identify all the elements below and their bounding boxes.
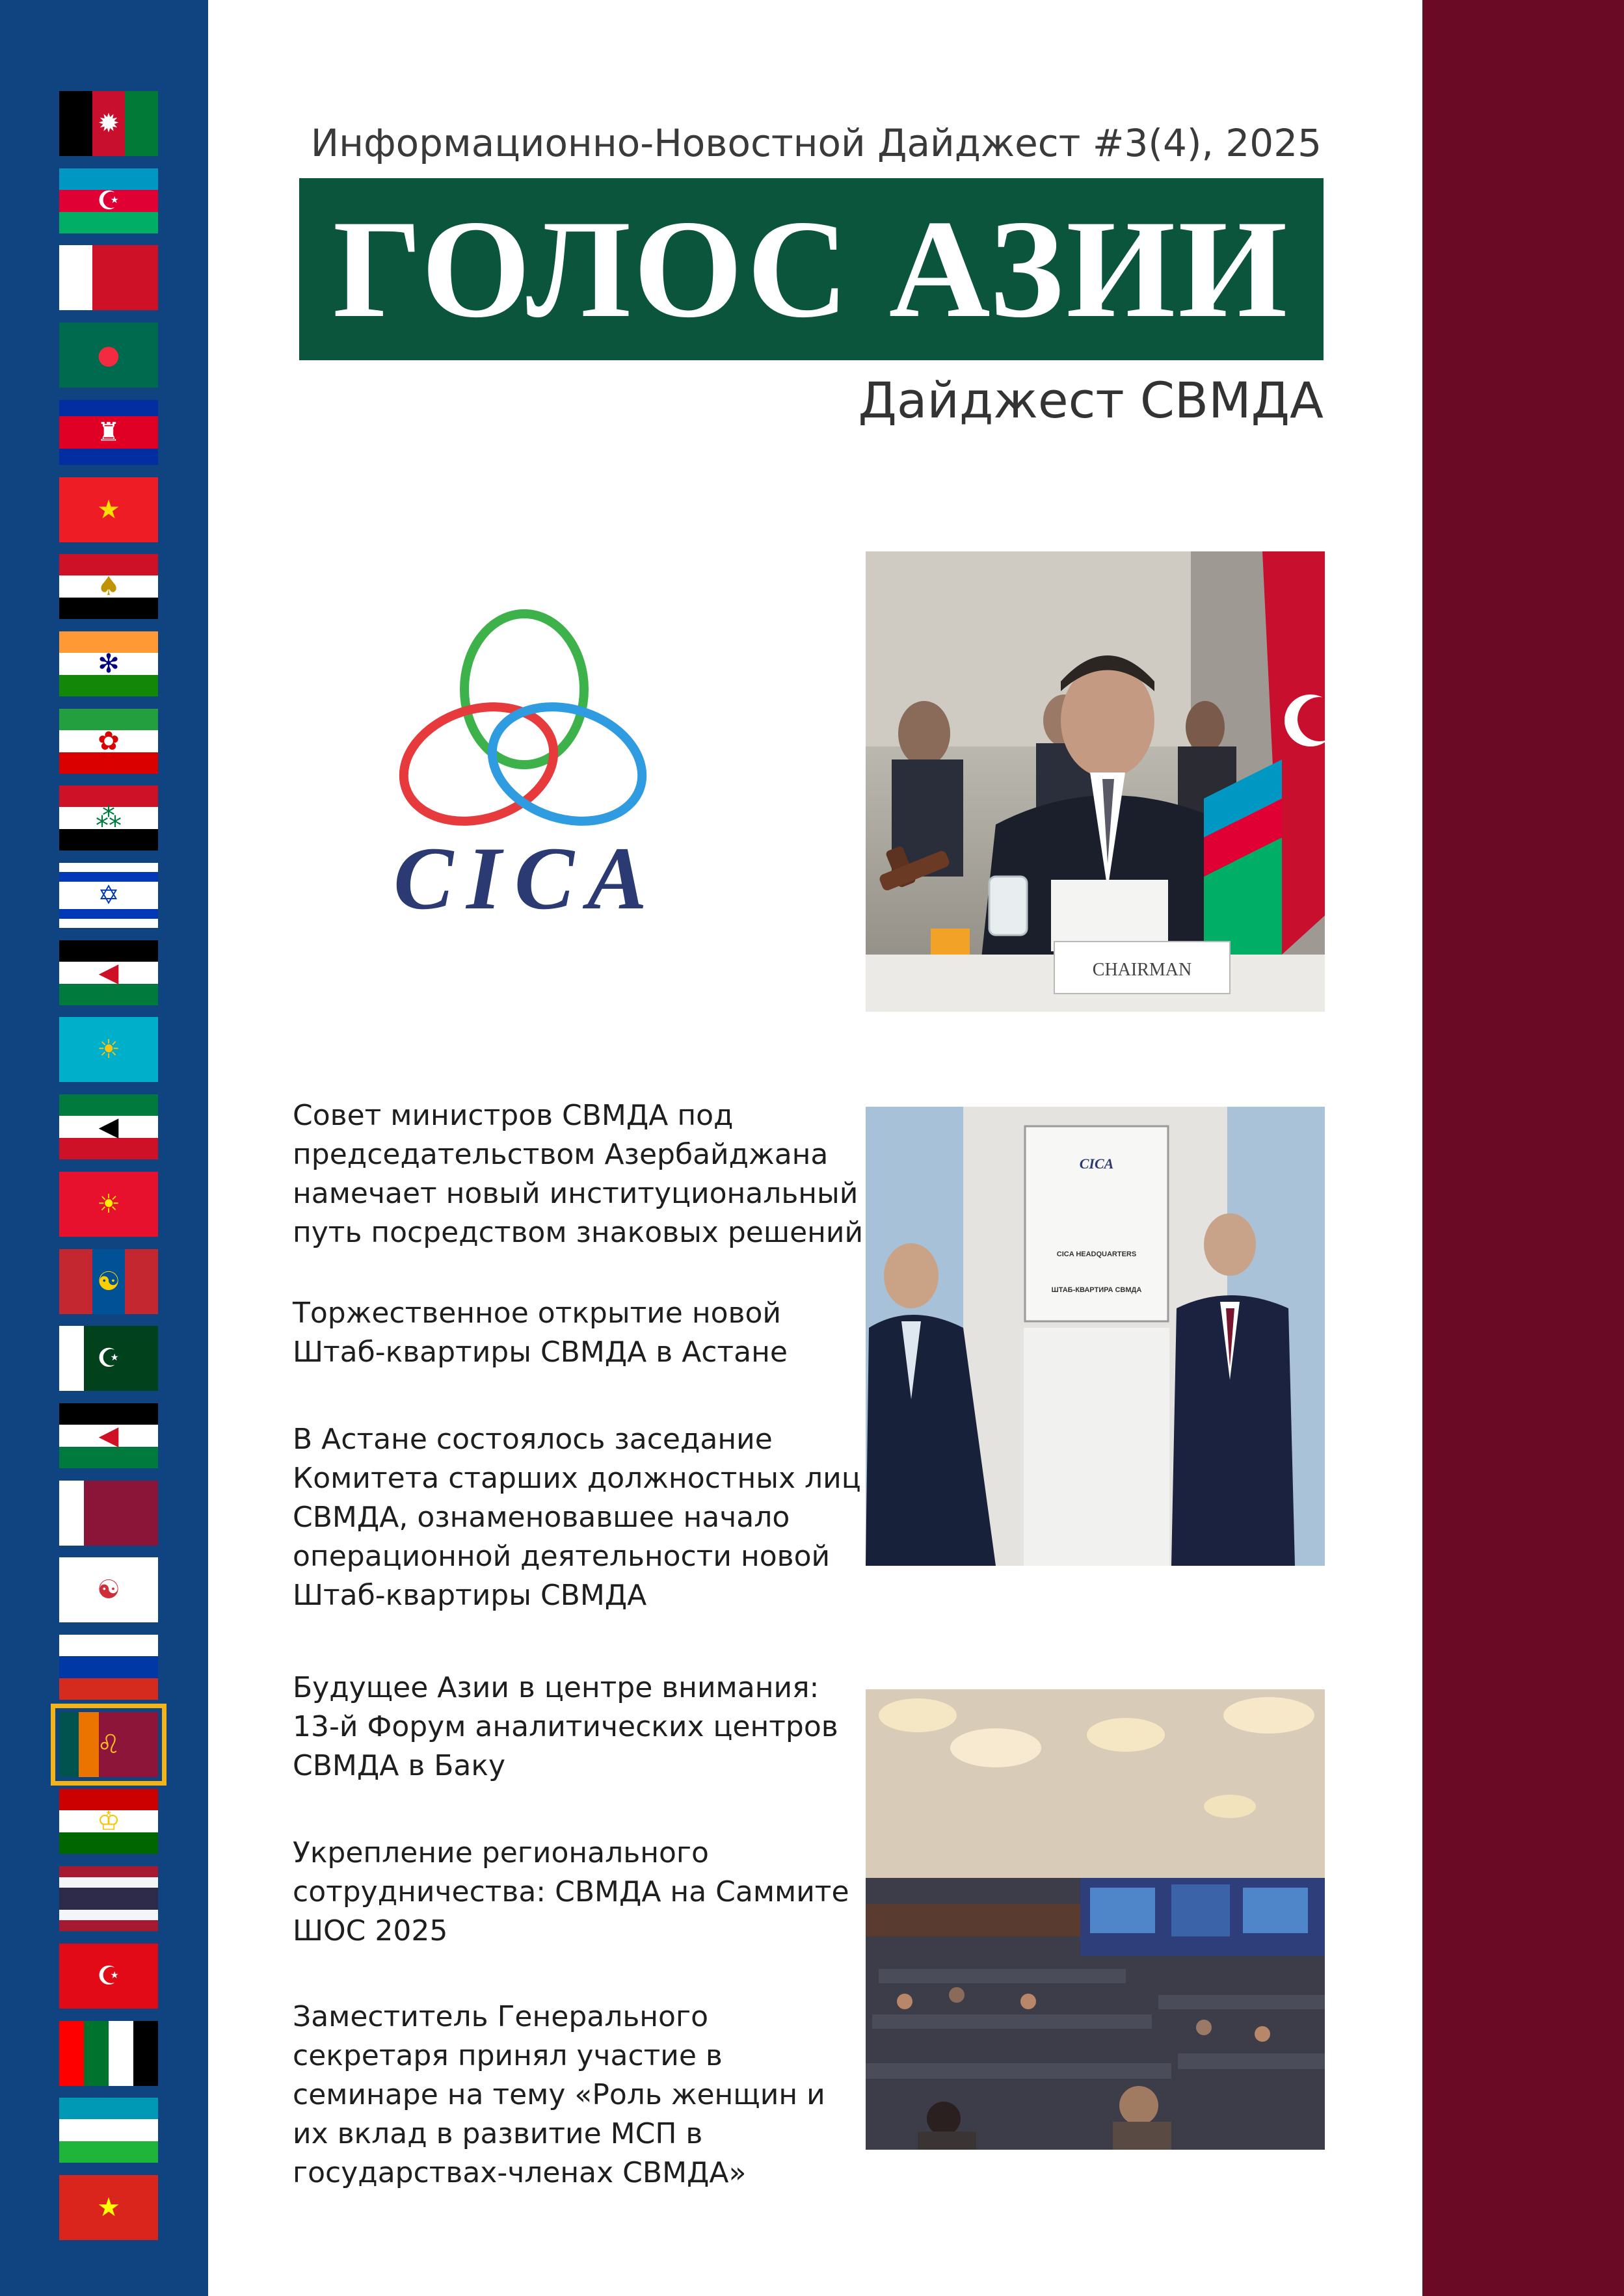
flag-bangladesh (59, 323, 158, 388)
flag-turkiye (59, 1944, 158, 2009)
headline-hq-opening: Торжественное открытие новой Штаб-квартиры СВМДА в Астане (293, 1297, 788, 1369)
member-flags-column (0, 0, 208, 2296)
israel-emblem-icon: ✡ (98, 880, 120, 910)
egypt-emblem-icon: ♠ (97, 572, 120, 601)
flag-kuwait (59, 1094, 158, 1159)
flag-bahrain (59, 245, 158, 310)
cica-logo (377, 605, 676, 930)
headline-sco-summit: Укрепление регионального сотрудничества: СВМДА на Саммите ШОС 2025 (293, 1836, 849, 1947)
turkiye-emblem-icon: ☪ (97, 1961, 120, 1991)
plaque-logo-text: CICA (1079, 1155, 1114, 1172)
issue-line: Информационно-Новостной Дайджест #3(4), 2025 (310, 121, 1322, 165)
forum-hall-photo (866, 1689, 1325, 2150)
flag-israel (59, 863, 158, 928)
flag-qatar (59, 1481, 158, 1546)
council-photo (866, 551, 1325, 1012)
magazine-subtitle: Дайджест СВМДА (858, 371, 1324, 429)
flag-azerbaijan (59, 168, 158, 233)
flag-sri-lanka (59, 1712, 158, 1777)
flag-kazakhstan (59, 1017, 158, 1082)
azerbaijan-emblem-icon: ☪ (97, 186, 120, 216)
flag-cambodia (59, 400, 158, 465)
flag-iraq (59, 785, 158, 851)
mongolia-emblem-icon: ☯ (97, 1267, 120, 1297)
flag-pakistan (59, 1326, 158, 1391)
uzbekistan-emblem-icon: ☾ (97, 2115, 120, 2145)
plaque-heading: CICA HEADQUARTERS (1056, 1250, 1137, 1258)
jordan-emblem-icon: ◀ (98, 958, 119, 988)
flag-russia (59, 1635, 158, 1700)
flag-uae (59, 2021, 158, 2086)
flag-korea (59, 1557, 158, 1622)
pakistan-emblem-icon: ☪ (97, 1343, 120, 1373)
flag-china (59, 477, 158, 542)
iraq-emblem-icon: ⁂ (96, 803, 122, 833)
china-emblem-icon: ★ (97, 495, 120, 525)
cica-rings-icon (377, 605, 676, 839)
vietnam-emblem-icon: ★ (97, 2193, 120, 2223)
bangladesh-emblem-icon: ● (97, 340, 120, 370)
flag-uzbekistan (59, 2098, 158, 2163)
headquarters-photo (866, 1107, 1325, 1566)
title-banner (299, 178, 1324, 360)
flag-iran (59, 709, 158, 774)
plaque-heading-ru: ШТАБ-КВАРТИРА СВМДА (1051, 1286, 1142, 1294)
headline-council: Совет министров СВМДА под председательством Азербайджана намечает новый институциональный путь посредством знаковых решений (293, 1099, 864, 1249)
magazine-title: ГОЛОС АЗИИ (332, 191, 1290, 347)
flag-thailand (59, 1866, 158, 1931)
flag-jordan (59, 940, 158, 1005)
tajikistan-emblem-icon: ♔ (97, 1806, 120, 1836)
kyrgyzstan-emblem-icon: ☀ (97, 1189, 120, 1219)
korea-emblem-icon: ☯ (97, 1575, 120, 1605)
chairman-label: CHAIRMAN (1092, 960, 1192, 980)
flag-egypt (59, 554, 158, 619)
cambodia-emblem-icon: ♜ (97, 417, 120, 447)
sri-lanka-emblem-icon: ♌ (97, 1730, 120, 1760)
right-color-band (1422, 0, 1624, 2296)
palestine-emblem-icon: ◀ (98, 1421, 119, 1451)
flag-vietnam (59, 2175, 158, 2240)
cica-wordmark: CICA (393, 828, 660, 928)
flag-palestine (59, 1403, 158, 1468)
flag-afghanistan (59, 91, 158, 156)
headline-women-seminar: Заместитель Генерального секретаря принял участие в семинаре на тему «Роль женщин и их вклад в развитие МСП в государствах-членах СВМДА» (293, 2000, 825, 2189)
afghanistan-emblem-icon: ✹ (98, 109, 120, 139)
kuwait-emblem-icon: ◀ (98, 1112, 119, 1142)
headline-senior-officials: В Астане состоялось заседание Комитета старших должностных лиц СВМДА, ознаменовавшее начало операционной деятельности новой Штаб-квартиры СВМДА (293, 1423, 861, 1612)
flag-kyrgyzstan (59, 1172, 158, 1237)
iran-emblem-icon: ✿ (98, 726, 120, 756)
flag-india (59, 631, 158, 696)
headline-think-tank-forum: Будущее Азии в центре внимания: 13-й Форум аналитических центров СВМДА в Баку (293, 1671, 838, 1782)
flag-mongolia (59, 1249, 158, 1314)
kazakhstan-emblem-icon: ☀ (97, 1035, 120, 1064)
india-emblem-icon: ✻ (98, 649, 120, 679)
flag-tajikistan (59, 1789, 158, 1854)
